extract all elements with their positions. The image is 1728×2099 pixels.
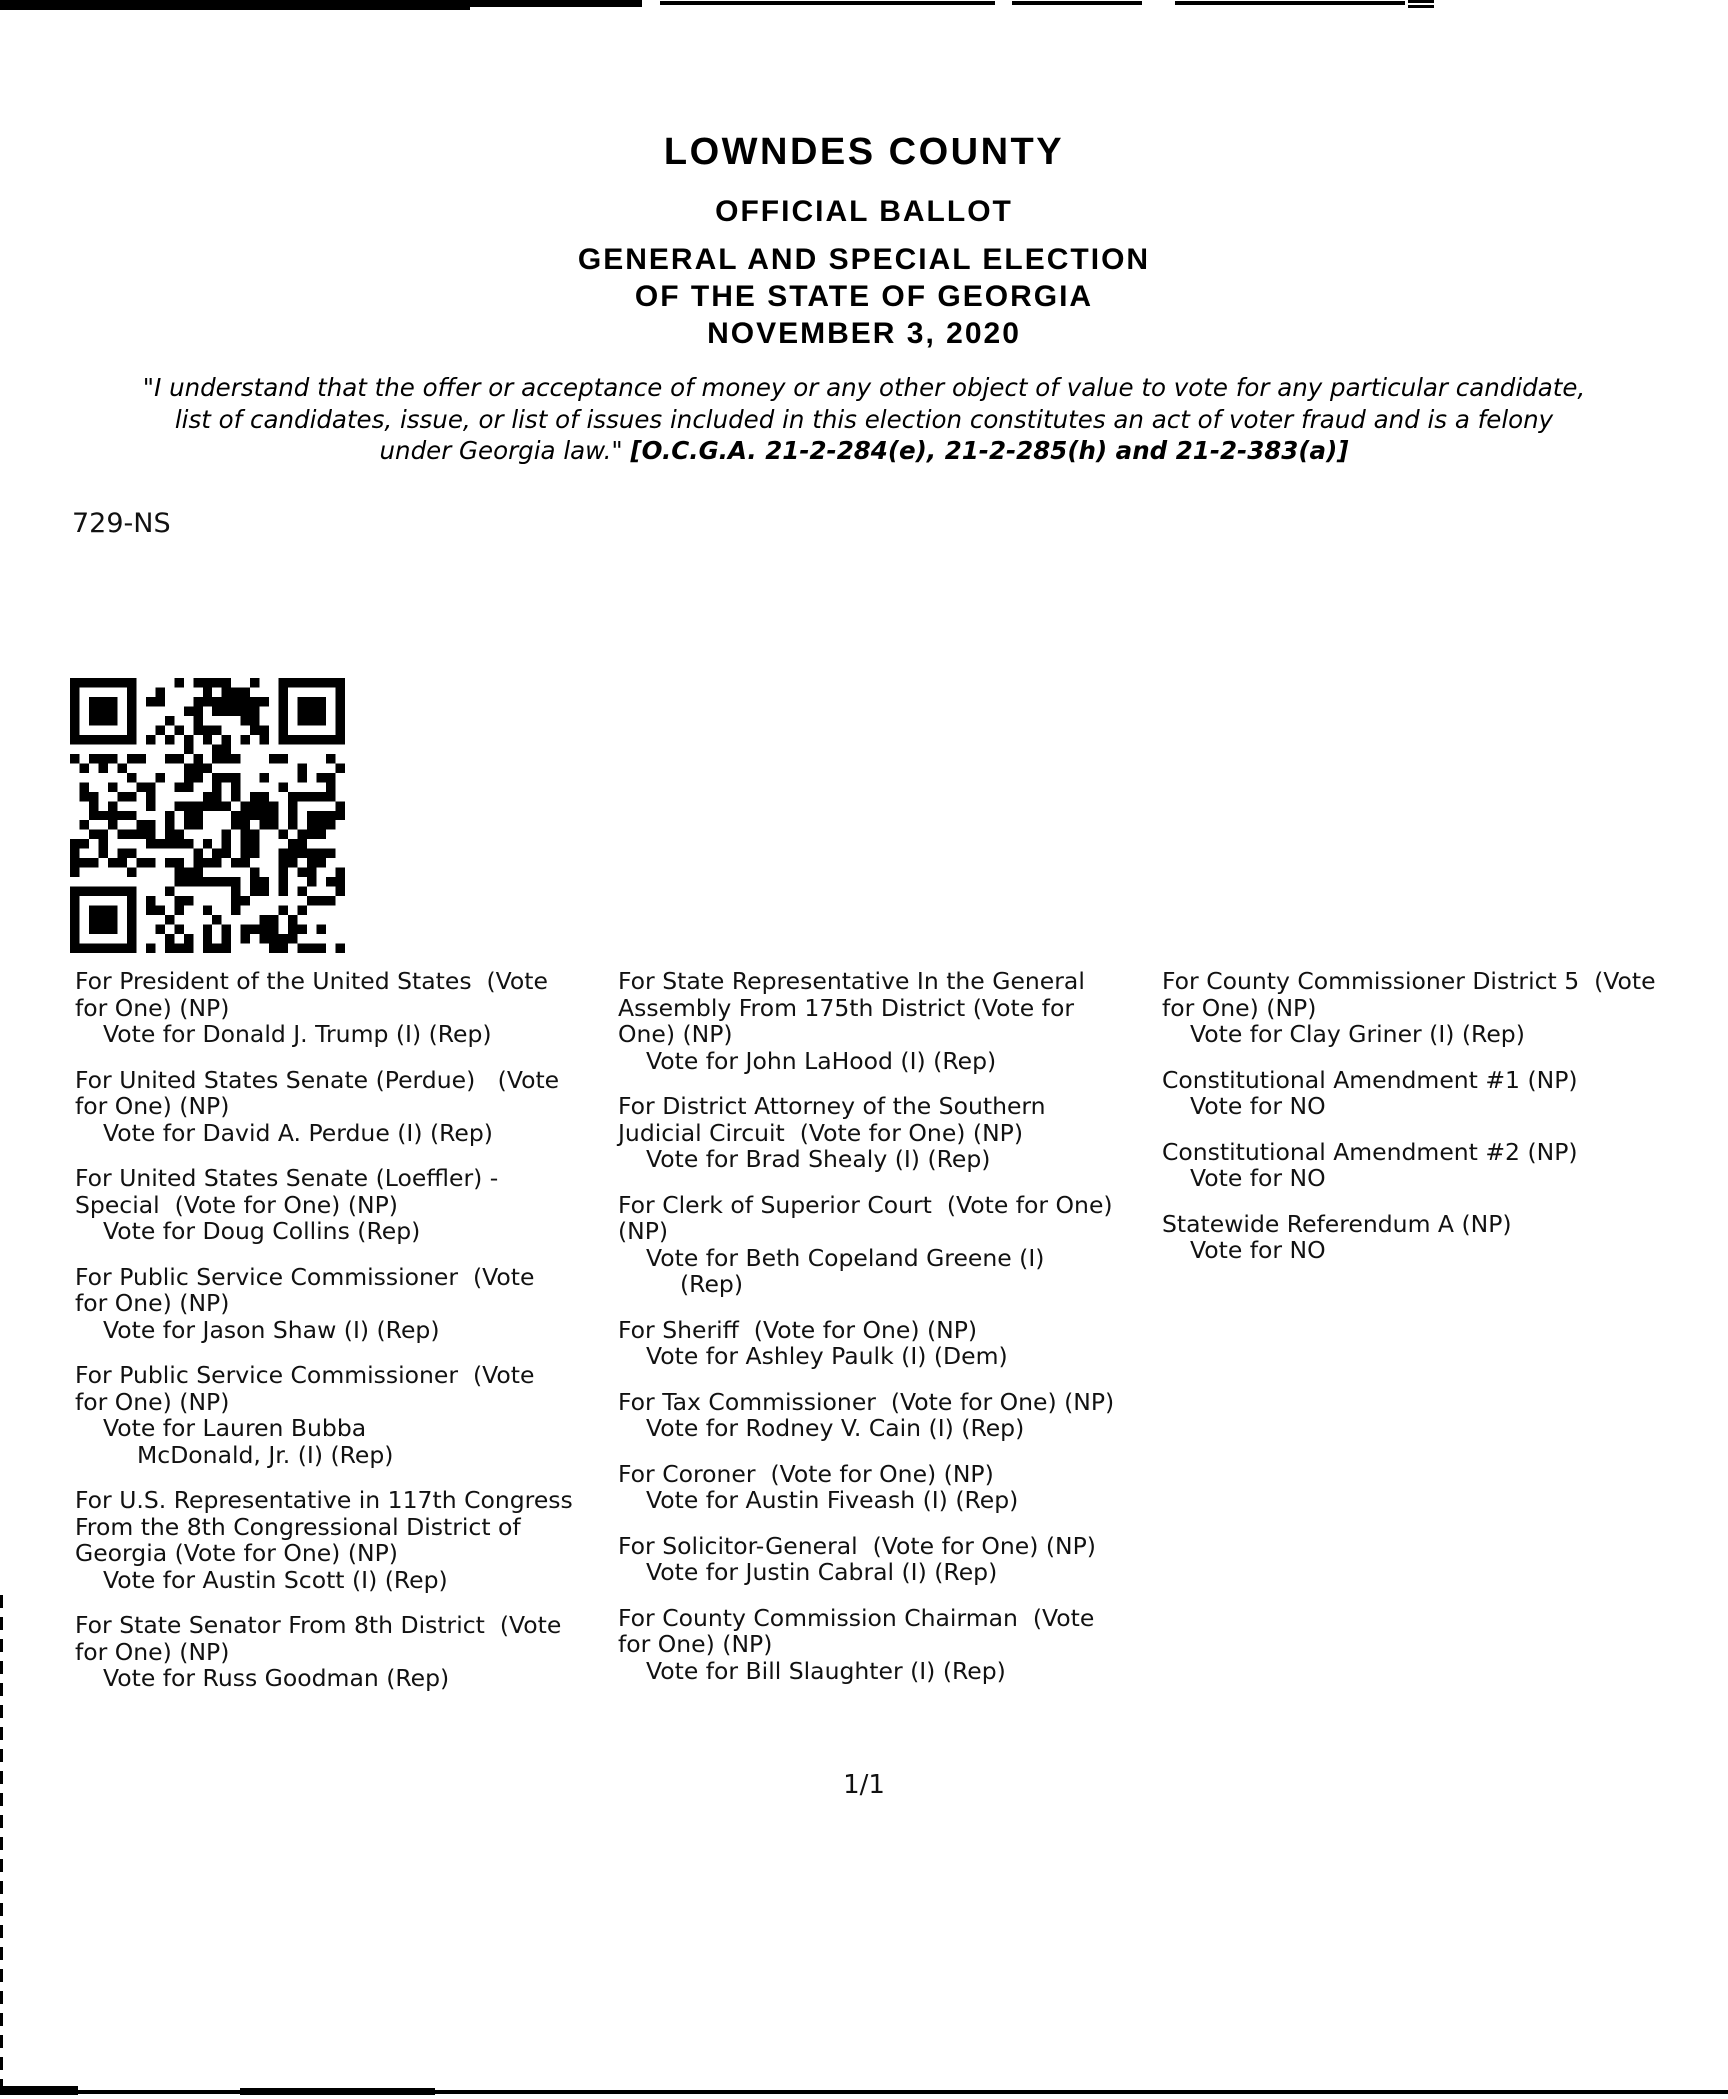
contest-title-line: for One) (NP): [75, 1387, 230, 1416]
contest-title-line: for One) (NP): [75, 1289, 230, 1317]
contest-title-line: For United States Senate (Perdue) (Vote: [75, 1065, 560, 1094]
contest-title-line: For State Representative In the General: [618, 967, 1085, 995]
contest-block: [618, 1192, 1114, 1298]
contest-title-line: One) (NP): [618, 1020, 733, 1048]
contest-title-line: for One) (NP): [75, 993, 230, 1022]
vote-selection-line: Vote for Austin Scott (I) (Rep): [103, 1565, 448, 1594]
contest-title-line: for One) (NP): [75, 1637, 230, 1666]
contest-title-line: For Coroner (Vote for One) (NP): [618, 1459, 994, 1488]
vote-selection-line: Vote for Ashley Paulk (I) (Dem): [646, 1342, 1008, 1370]
contest-title-line: Constitutional Amendment #2 (NP): [1162, 1137, 1578, 1166]
disclaimer-line: list of candidates, issue, or list of issues included in this election constitutes an act of voter fraud and is a felony: [174, 404, 1554, 434]
contest-title-line: For Sheriff (Vote for One) (NP): [618, 1315, 978, 1344]
contest-title-line: For President of the United States (Vote: [75, 967, 548, 995]
vote-selection-line: Vote for David A. Perdue (I) (Rep): [103, 1118, 493, 1147]
vote-selection-line: Vote for John LaHood (I) (Rep): [646, 1046, 997, 1075]
contest-block: [618, 1533, 1114, 1586]
contest-title-line: For United States Senate (Loeffler) -: [75, 1164, 499, 1192]
scan-artifact-top-bar: [1408, 5, 1434, 8]
contest-title-line: For County Commissioner District 5 (Vote: [1162, 967, 1656, 995]
vote-selection-line: Vote for NO: [1190, 1236, 1326, 1264]
qr-code-icon: [70, 678, 345, 953]
vote-selection-line: Vote for Beth Copeland Greene (I): [646, 1243, 1045, 1272]
scan-artifact-bottom-chunk: [0, 2086, 78, 2095]
ballot-column-3: [1162, 968, 1656, 1283]
contest-title-line: Judicial Circuit (Vote for One) (NP): [618, 1118, 1023, 1147]
contest-block: [618, 1389, 1114, 1442]
contest-block: [1162, 1211, 1656, 1264]
ballot-column-1: [75, 968, 573, 1711]
vote-selection-line: Vote for Doug Collins (Rep): [103, 1217, 421, 1245]
ballot-columns: [0, 968, 1728, 1728]
contest-block: [75, 1067, 573, 1147]
contest-title-line: for One) (NP): [75, 1092, 230, 1120]
vote-selection-line: Vote for Lauren Bubba: [103, 1414, 367, 1442]
contest-title-line: (NP): [618, 1217, 669, 1245]
voter-fraud-disclaimer: [0, 372, 1728, 467]
disclaimer-line: "I understand that the offer or acceptance of money or any other object of value to vote for any particular candidate,: [142, 373, 1586, 402]
ballot-column-2: [618, 968, 1114, 1703]
contest-block: [618, 968, 1114, 1074]
contest-block: [75, 968, 573, 1048]
contest-block: [618, 1461, 1114, 1514]
election-title-line: GENERAL AND SPECIAL ELECTION: [577, 243, 1151, 276]
contest-title-line: For District Attorney of the Southern: [618, 1092, 1046, 1120]
vote-selection-line: McDonald, Jr. (I) (Rep): [137, 1440, 394, 1469]
vote-selection-line: Vote for Bill Slaughter (I) (Rep): [646, 1656, 1006, 1685]
contest-block: [75, 1165, 573, 1245]
contest-title-line: Georgia (Vote for One) (NP): [75, 1539, 398, 1567]
contest-title-line: For Solicitor-General (Vote for One) (NP): [618, 1531, 1096, 1560]
contest-title-line: For U.S. Representative in 117th Congress: [75, 1486, 573, 1514]
precinct-code: 729-NS: [72, 508, 171, 539]
vote-selection-line: Vote for Austin Fiveash (I) (Rep): [646, 1486, 1019, 1514]
ballot-title: OFFICIAL BALLOT: [715, 195, 1013, 228]
vote-selection-line: Vote for Brad Shealy (I) (Rep): [646, 1145, 991, 1173]
contest-title-line: for One) (NP): [1162, 993, 1317, 1022]
county-title: LOWNDES COUNTY: [663, 131, 1065, 173]
contest-block: [1162, 1139, 1656, 1192]
contest-title-line: For County Commission Chairman (Vote: [618, 1603, 1095, 1632]
scan-artifact-top-bar: [0, 0, 470, 10]
contest-title-line: For Public Service Commissioner (Vote: [75, 1361, 535, 1389]
scan-artifact-left-dashes: [0, 1595, 3, 2095]
vote-selection-line: Vote for NO: [1190, 1092, 1326, 1120]
page-number: 1/1: [843, 1770, 885, 1800]
contest-block: [75, 1264, 573, 1344]
contest-title-line: From the 8th Congressional District of: [75, 1512, 521, 1541]
vote-selection-line: Vote for NO: [1190, 1164, 1326, 1192]
contest-title-line: Constitutional Amendment #1 (NP): [1162, 1065, 1578, 1094]
contest-block: [618, 1605, 1114, 1685]
contest-title-line: Special (Vote for One) (NP): [75, 1190, 398, 1219]
election-title-line: NOVEMBER 3, 2020: [707, 317, 1021, 350]
vote-selection-line: (Rep): [680, 1270, 743, 1298]
contest-block: [75, 1362, 573, 1468]
disclaimer-line: [0, 435, 1728, 467]
vote-selection-line: Vote for Justin Cabral (I) (Rep): [646, 1558, 998, 1586]
contest-title-line: For Public Service Commissioner (Vote: [75, 1262, 535, 1291]
vote-selection-line: Vote for Clay Griner (I) (Rep): [1190, 1020, 1525, 1048]
scan-artifact-top-bar: [1175, 1, 1405, 5]
contest-block: [1162, 1067, 1656, 1120]
contest-title-line: Assembly From 175th District (Vote for: [618, 993, 1074, 1022]
vote-selection-line: Vote for Donald J. Trump (I) (Rep): [103, 1020, 492, 1048]
scan-artifact-bottom-chunk: [240, 2088, 435, 2095]
contest-title-line: for One) (NP): [618, 1630, 773, 1658]
vote-selection-line: Vote for Rodney V. Cain (I) (Rep): [646, 1414, 1025, 1442]
election-title-line: OF THE STATE OF GEORGIA: [634, 280, 1094, 313]
contest-block: [1162, 968, 1656, 1048]
contest-title-line: For Tax Commissioner (Vote for One) (NP): [618, 1387, 1115, 1416]
contest-block: [618, 1317, 1114, 1370]
contest-title-line: For Clerk of Superior Court (Vote for One): [618, 1190, 1113, 1219]
contest-title-line: For State Senator From 8th District (Vote: [75, 1611, 562, 1639]
contest-block: [618, 1093, 1114, 1173]
contest-title-line: Statewide Referendum A (NP): [1162, 1209, 1512, 1238]
scan-artifact-top-bar: [1012, 1, 1142, 5]
disclaimer-line-text: under Georgia law.": [379, 436, 631, 465]
contest-block: [75, 1612, 573, 1692]
election-title: [0, 241, 1728, 352]
vote-selection-line: Vote for Russ Goodman (Rep): [103, 1664, 450, 1692]
scan-artifact-top-bar: [470, 0, 642, 7]
vote-selection-line: Vote for Jason Shaw (I) (Rep): [103, 1315, 440, 1344]
scan-artifact-top-bar: [1408, 0, 1434, 3]
contest-block: [75, 1487, 573, 1593]
scan-artifact-top-bar: [660, 1, 995, 5]
legal-citation: [O.C.G.A. 21-2-284(e), 21-2-285(h) and 21-2-383(a)]: [630, 436, 1349, 465]
